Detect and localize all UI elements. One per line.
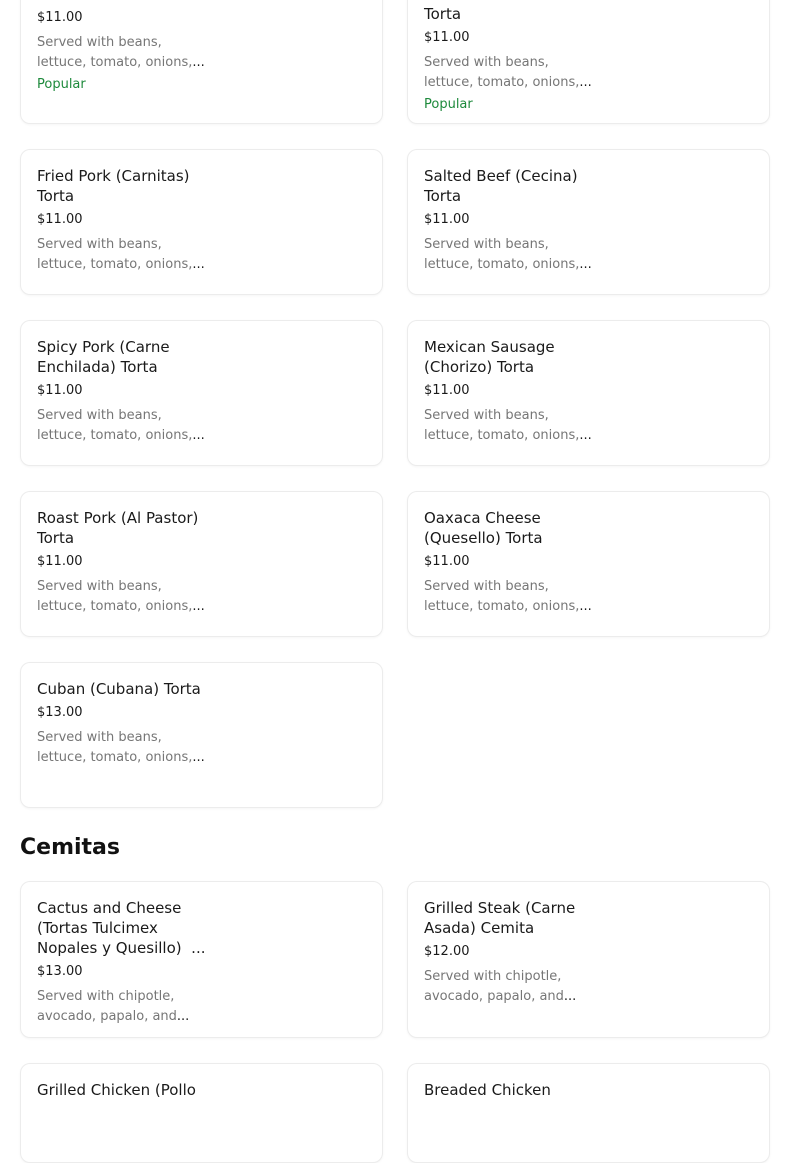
item-price: $11.00 [424, 30, 470, 45]
menu-item-card[interactable] [20, 1063, 383, 1163]
item-description: Served with beans, lettuce, tomato, onions,... [37, 579, 205, 614]
menu-item-card[interactable] [20, 491, 383, 637]
menu-item-card[interactable] [20, 662, 383, 808]
item-name: Spicy Pork (Carne Enchilada) Torta [37, 338, 170, 376]
item-description: Served with beans, lettuce, tomato, onions,... [424, 237, 592, 272]
menu-item-card[interactable] [407, 1063, 770, 1163]
item-price: $11.00 [37, 212, 83, 227]
menu-item-card[interactable] [20, 320, 383, 466]
item-description: Served with beans, lettuce, tomato, onions,... [424, 408, 592, 443]
item-name: Roast Pork (Al Pastor) Torta [37, 509, 199, 547]
item-price: $13.00 [37, 964, 83, 979]
item-name: Breaded Chicken [424, 1081, 551, 1099]
menu-item-card[interactable] [407, 491, 770, 637]
popular-badge: Popular [37, 77, 86, 92]
item-description: Served with beans, lettuce, tomato, onions,... [37, 408, 205, 443]
item-price: $11.00 [424, 212, 470, 227]
item-price: $11.00 [37, 10, 83, 25]
item-name: Oaxaca Cheese (Quesello) Torta [424, 509, 543, 547]
item-description: Served with beans, lettuce, tomato, onions,... [37, 730, 205, 765]
item-price: $11.00 [37, 554, 83, 569]
item-description: Served with chipotle, avocado, papalo, and... [37, 989, 190, 1024]
menu-item-card[interactable] [20, 881, 383, 1038]
item-name: Cactus and Cheese (Tortas Tulcimex Nopales y Quesillo) ... [37, 899, 206, 957]
popular-badge: Popular [424, 97, 473, 112]
item-description: Served with beans, lettuce, tomato, onions,... [37, 237, 205, 272]
menu-item-card[interactable] [407, 881, 770, 1038]
item-name: Torta [424, 5, 462, 23]
item-price: $12.00 [424, 944, 470, 959]
menu-item-card[interactable] [407, 0, 770, 124]
item-name: Salted Beef (Cecina) Torta [424, 167, 578, 205]
item-name: Mexican Sausage (Chorizo) Torta [424, 338, 555, 376]
menu-item-card[interactable] [20, 0, 383, 124]
item-name: Grilled Steak (Carne Asada) Cemita [424, 899, 576, 937]
item-price: $11.00 [424, 554, 470, 569]
menu-item-card[interactable] [407, 149, 770, 295]
item-price: $11.00 [424, 383, 470, 398]
item-description: Served with chipotle, avocado, papalo, and... [424, 969, 577, 1004]
item-description: Served with beans, lettuce, tomato, onions,... [37, 35, 205, 70]
item-price: $11.00 [37, 383, 83, 398]
item-description: Served with beans, lettuce, tomato, onions,... [424, 579, 592, 614]
item-name: Grilled Chicken (Pollo [37, 1081, 196, 1099]
section-heading-cemitas: Cemitas [20, 835, 120, 860]
item-name: Fried Pork (Carnitas) Torta [37, 167, 190, 205]
item-name: Cuban (Cubana) Torta [37, 680, 201, 698]
item-price: $13.00 [37, 705, 83, 720]
menu-item-card[interactable] [20, 149, 383, 295]
menu-item-card[interactable] [407, 320, 770, 466]
item-description: Served with beans, lettuce, tomato, onions,... [424, 55, 592, 90]
